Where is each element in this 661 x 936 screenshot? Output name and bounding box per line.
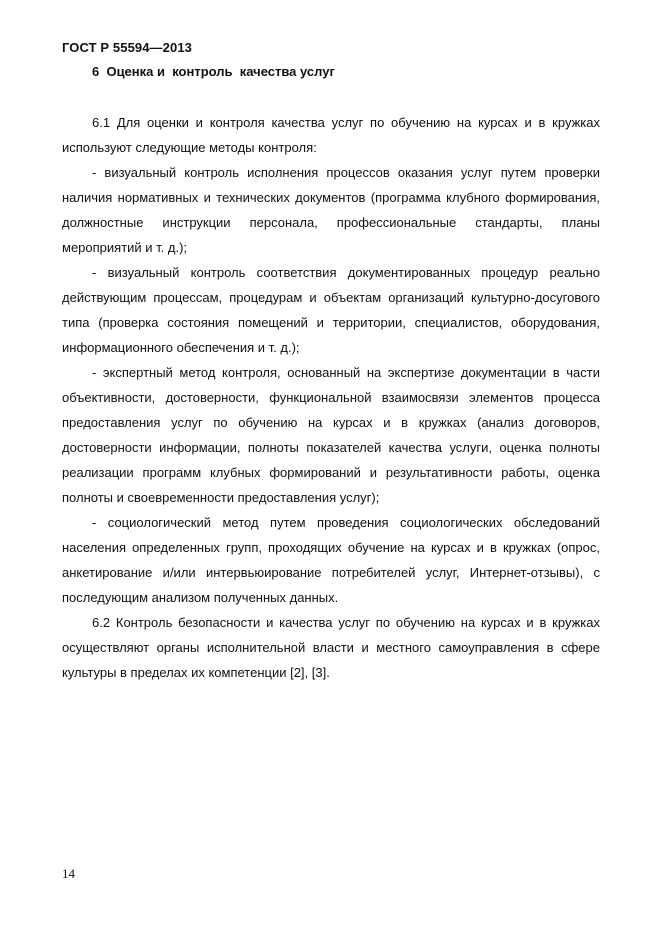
- paragraph-6-2: 6.2 Контроль безопасности и качества услуг по обучению на курсах и в кружках осуществляют органы исполнительной власти и местного самоуправления в сфере культуры в пределах их компетенции [2], [3].: [62, 615, 600, 680]
- list-item-expert-method: - экспертный метод контроля, основанный на экспертизе документации в части объективности, достоверности, функциональной взаимосвязи элементов процесса предоставления услуг по обучению на курсах и в кружках (анализ договоров, достоверности информации, полноты показателей качества услуги, оценка полноты реализации программ клубных формирований и результативности работы, оценка полноты и своевременности предоставления услуг);: [62, 365, 600, 505]
- page-number: 14: [62, 866, 75, 881]
- list-item-visual-control-procedures: - визуальный контроль соответствия документированных процедур реально действующим процессам, процедурам и объектам организаций культурно-досугового типа (проверка состояния помещений и территории, специалистов, оборудования, информационного обеспечения и т. д.);: [62, 265, 600, 355]
- paragraph-6-1: 6.1 Для оценки и контроля качества услуг по обучению на курсах и в кружках используют следующие методы контроля:: [62, 115, 600, 155]
- list-item-sociological-method: - социологический метод путем проведения социологических обследований населения определенных групп, проходящих обучение на курсах и в кружках (опрос, анкетирование и/или интервьюирование потребителей услуг, Интернет-отзывы), с последующим анализом полученных данных.: [62, 515, 600, 605]
- body-text: [62, 110, 600, 685]
- section-title: 6 Оценка и контроль качества услуг: [92, 64, 335, 79]
- standard-header: ГОСТ Р 55594—2013: [62, 40, 192, 55]
- list-item-visual-control-processes: - визуальный контроль исполнения процессов оказания услуг путем проверки наличия нормативных и технических документов (программа клубного формирования, должностные инструкции персонала, профессиональные стандарты, планы мероприятий и т. д.);: [62, 165, 600, 255]
